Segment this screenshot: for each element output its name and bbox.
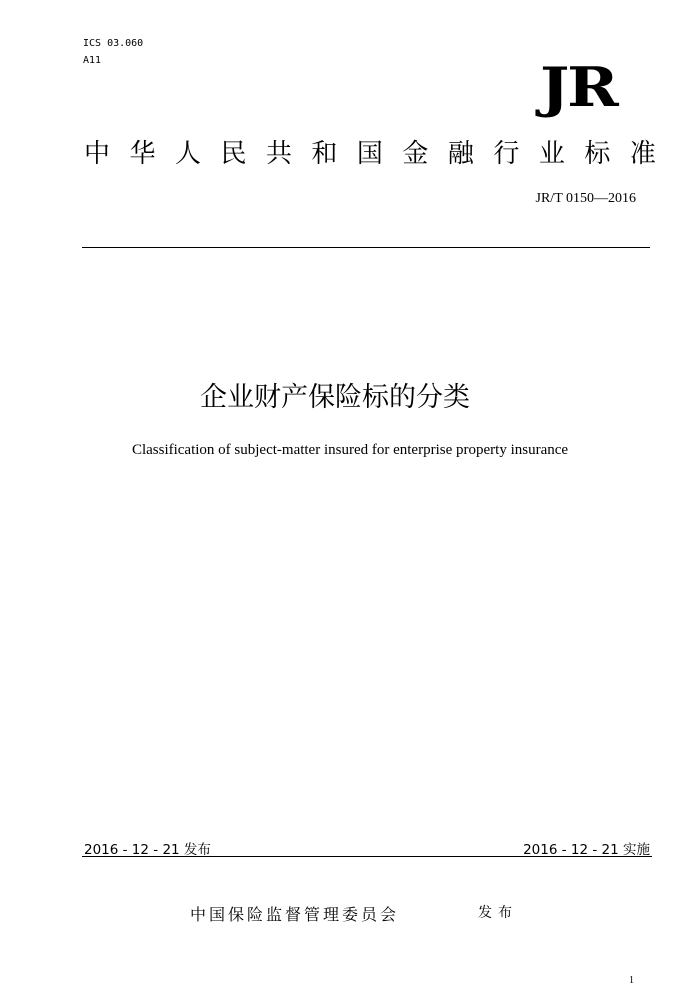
publish-label: 发布 — [478, 905, 518, 921]
industry-title-char: 业 — [538, 139, 565, 169]
document-title-cn: 企业财产保险标的分类 — [200, 382, 470, 413]
industry-title-char: 和 — [311, 139, 338, 169]
industry-title-char: 中 — [84, 139, 111, 169]
industry-title-char: 标 — [584, 139, 611, 169]
industry-title-char: 金 — [402, 139, 429, 169]
header-divider — [82, 247, 650, 248]
industry-title-char: 民 — [220, 139, 247, 169]
industry-title-char: 人 — [174, 139, 201, 169]
ics-code: ICS 03.060 — [83, 38, 144, 49]
industry-title-char: 共 — [265, 139, 292, 169]
industry-title-char: 华 — [129, 139, 156, 169]
issue-date: 2016 - 12 - 21 发布 — [84, 842, 211, 858]
industry-title-char: 行 — [493, 139, 520, 169]
ccs-code: A11 — [83, 55, 102, 66]
publisher-name: 中国保险监督管理委员会 — [190, 905, 400, 924]
industry-title-char: 融 — [447, 139, 474, 169]
document-title-en: Classification of subject-matter insured for enterprise property insurance — [131, 442, 569, 458]
industry-standard-title — [84, 138, 656, 170]
implementation-date: 2016 - 12 - 21 实施 — [523, 842, 650, 858]
industry-title-char: 准 — [629, 139, 656, 169]
standard-number: JR/T 0150—2016 — [535, 191, 636, 206]
industry-title-char: 国 — [356, 139, 383, 169]
footer-divider — [82, 856, 652, 857]
page-number: 1 — [629, 975, 634, 986]
jr-logo: JR — [539, 55, 616, 119]
